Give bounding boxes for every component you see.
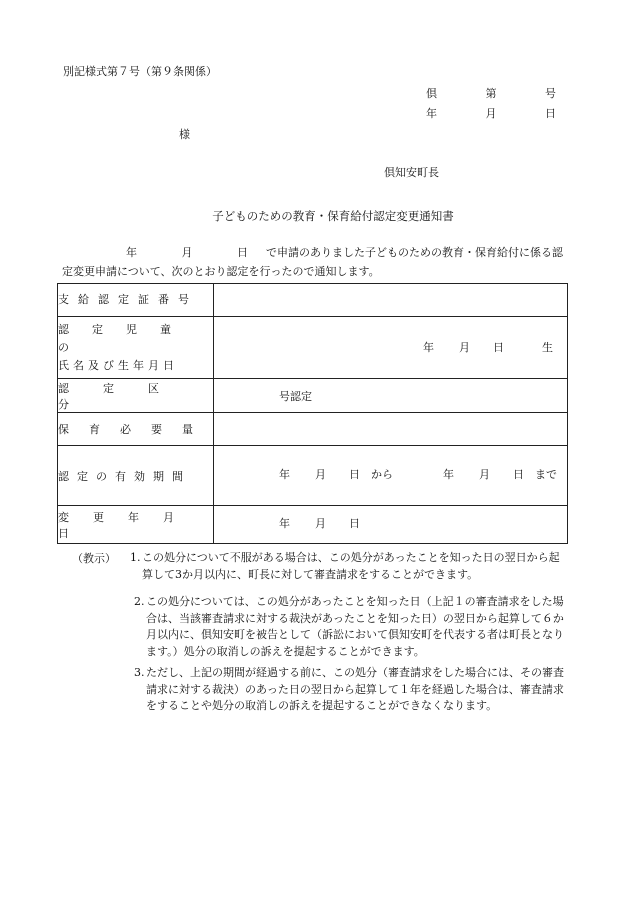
note-item-2 bbox=[134, 594, 570, 660]
certification-table bbox=[57, 283, 568, 544]
category-label-text: 認定区分 bbox=[58, 381, 193, 411]
table-row bbox=[58, 446, 568, 506]
note-2-text: この処分については、この処分があったことを知った日（上記１の審査請求をした場合は、当該審査請求に対する裁決があったことを知った日）の翌日から起算して６か月以内に、倶知安町を被告として（訴訟において倶知安町を代表する者は町長となります。）処分の取消しの訴えを提起することができます。 bbox=[146, 595, 564, 658]
care-amount-value bbox=[214, 413, 568, 446]
document-title: 子どものための教育・保育給付認定変更通知書 bbox=[212, 209, 454, 223]
table-row bbox=[58, 284, 568, 317]
notes-label: （教示） bbox=[72, 552, 116, 565]
child-label-line1: 認定児童の bbox=[58, 322, 194, 354]
note-item-1 bbox=[130, 550, 570, 583]
valid-start-month: 月 bbox=[315, 468, 326, 481]
birth-suffix: 生 bbox=[542, 341, 553, 354]
category-value-text: 号認定 bbox=[279, 389, 312, 403]
table-row bbox=[58, 379, 568, 413]
valid-from: から bbox=[371, 468, 393, 481]
child-label-line2: 氏名及び生年月日 bbox=[58, 358, 178, 372]
table-row bbox=[58, 317, 568, 379]
label-care-amount bbox=[58, 413, 214, 446]
intro-text-1: で申請のありました子どものための教育・保育給付に係る認 bbox=[266, 246, 563, 259]
child-value-inner bbox=[214, 317, 567, 378]
ref-dai: 第 bbox=[485, 87, 497, 100]
ref-prefix: 倶 bbox=[426, 87, 437, 100]
intro-line-1 bbox=[126, 246, 563, 260]
note-3-number: 3. bbox=[134, 666, 145, 679]
form-number: 別記様式第７号（第９条関係） bbox=[63, 65, 217, 78]
note-1-number: 1. bbox=[130, 551, 141, 564]
validity-value-inner bbox=[214, 446, 567, 505]
intro-month: 月 bbox=[181, 246, 193, 259]
change-year: 年 bbox=[279, 517, 290, 530]
ref-go: 号 bbox=[545, 87, 556, 100]
valid-until: まで bbox=[535, 468, 557, 481]
validity-label-text: 認定の有効期間 bbox=[58, 469, 191, 483]
intro-day: 日 bbox=[237, 246, 248, 259]
table-row bbox=[58, 413, 568, 446]
issue-date-row bbox=[426, 107, 556, 121]
birth-month: 月 bbox=[459, 341, 470, 354]
spread-label bbox=[58, 293, 213, 307]
cert-number-value bbox=[214, 284, 568, 317]
change-date-value-inner bbox=[214, 506, 567, 543]
category-value bbox=[214, 379, 568, 413]
label-category bbox=[58, 379, 214, 413]
valid-start-year: 年 bbox=[279, 468, 290, 481]
care-amount-label-text: 保育必要量 bbox=[58, 423, 213, 436]
intro-date bbox=[126, 246, 248, 260]
label-child bbox=[58, 317, 214, 379]
change-date-label-text: 変更年月日 bbox=[58, 510, 198, 540]
birth-day: 日 bbox=[493, 341, 504, 354]
change-month: 月 bbox=[315, 517, 326, 530]
label-cert-number bbox=[58, 284, 214, 317]
valid-end-day: 日 bbox=[513, 468, 524, 481]
label-change-date bbox=[58, 506, 214, 544]
cert-number-label-text: 支給認定証番号 bbox=[58, 293, 198, 306]
issue-month: 月 bbox=[485, 107, 497, 120]
valid-end-year: 年 bbox=[443, 468, 454, 481]
validity-value bbox=[214, 446, 568, 506]
issue-year: 年 bbox=[426, 107, 437, 120]
intro-year: 年 bbox=[126, 246, 137, 259]
birth-year: 年 bbox=[423, 341, 434, 354]
table-row bbox=[58, 506, 568, 544]
intro-line-2: 定変更申請について、次のとおり認定を行ったので通知します。 bbox=[62, 265, 380, 278]
change-day: 日 bbox=[349, 517, 360, 530]
reference-number-row bbox=[426, 87, 556, 101]
valid-end-month: 月 bbox=[479, 468, 490, 481]
note-item-3 bbox=[134, 665, 570, 715]
issuer-name: 倶知安町長 bbox=[384, 166, 439, 179]
addressee-suffix: 様 bbox=[179, 128, 190, 141]
valid-start-day: 日 bbox=[349, 468, 360, 481]
note-1-text: この処分について不服がある場合は、この処分があったことを知った日の翌日から起算して3か月以内に、町長に対して審査請求をすることができます。 bbox=[142, 551, 560, 581]
label-validity bbox=[58, 446, 214, 506]
issue-day: 日 bbox=[545, 107, 556, 120]
child-value bbox=[214, 317, 568, 379]
note-3-text: ただし、上記の期間が経過する前に、この処分（審査請求をした場合には、その審査請求に対する裁決）のあった日の翌日から起算して１年を経過した場合は、審査請求をすることや処分の取消しの訴えを提起することができなくなります。 bbox=[146, 666, 564, 712]
note-2-number: 2. bbox=[134, 595, 145, 608]
change-date-value bbox=[214, 506, 568, 544]
